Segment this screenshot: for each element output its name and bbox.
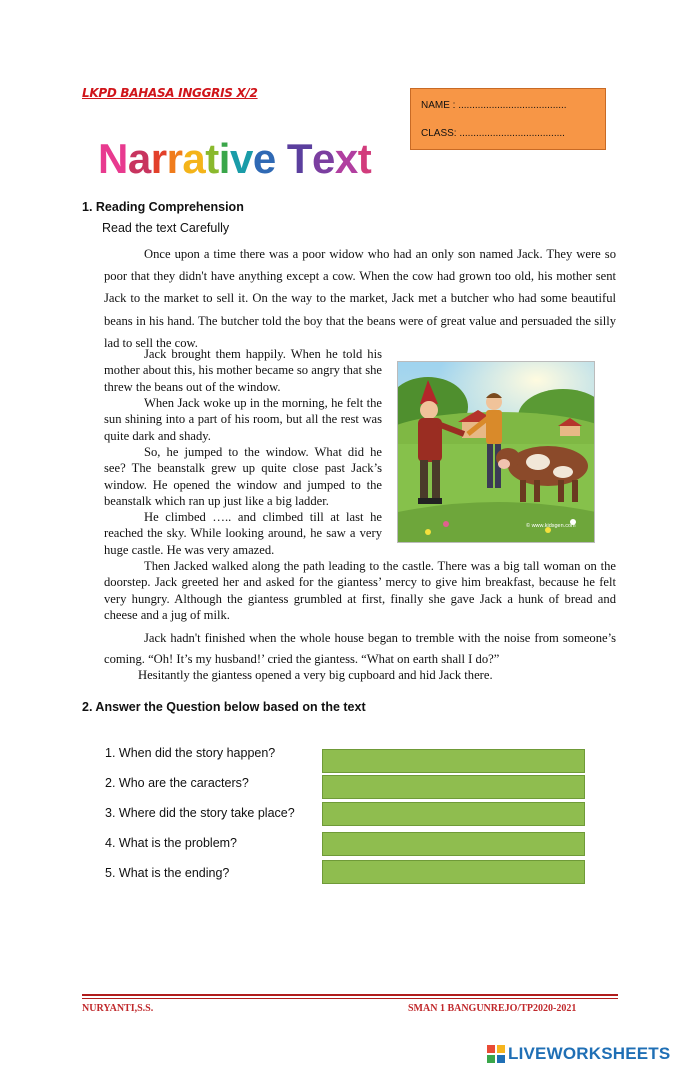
answer-field-1[interactable] bbox=[322, 749, 585, 773]
question-5: 5. What is the ending? bbox=[105, 866, 230, 880]
story-paragraph-2: Jack brought them happily. When he told his mother about this, his mother became so angry that she threw the beans out of the window. bbox=[104, 347, 382, 394]
question-2: 2. Who are the caracters? bbox=[105, 776, 249, 790]
page-title bbox=[98, 134, 371, 184]
question-3: 3. Where did the story take place? bbox=[105, 806, 295, 820]
title-letter: t bbox=[205, 135, 219, 182]
story-paragraph-4: So, he jumped to the window. What did he see? The beanstalk grew up quite close past Jack’s window. He opened the window and jumped to the beanstalk which ran up just like a big ladder. bbox=[104, 445, 382, 509]
story-illustration bbox=[397, 361, 595, 543]
title-letter: a bbox=[127, 135, 151, 182]
answer-field-5[interactable] bbox=[322, 860, 585, 884]
title-letter: x bbox=[334, 135, 358, 182]
liveworksheets-icon bbox=[486, 1044, 506, 1064]
question-1: 1. When did the story happen? bbox=[105, 746, 276, 760]
title-letter: i bbox=[218, 135, 230, 182]
title-letter: e bbox=[252, 135, 276, 182]
section1-heading: 1. Reading Comprehension bbox=[82, 200, 244, 214]
title-letter: v bbox=[229, 135, 253, 182]
title-letter: r bbox=[166, 135, 183, 182]
answer-field-2[interactable] bbox=[322, 775, 585, 799]
jack-and-butcher-image bbox=[398, 362, 595, 543]
liveworksheets-logo[interactable] bbox=[486, 1043, 670, 1065]
title-letter: e bbox=[312, 135, 335, 182]
title-letter: a bbox=[182, 135, 206, 182]
footer-author: NURYANTI,S.S. bbox=[82, 1003, 154, 1014]
image-caption: © www.kidsgen.com bbox=[526, 523, 576, 529]
title-letter: r bbox=[150, 135, 167, 182]
story-paragraph-3: When Jack woke up in the morning, he felt the sun shining into a part of his room, but all the rest was quite dark and shady. bbox=[104, 396, 382, 443]
title-letter: T bbox=[286, 135, 312, 182]
story-paragraph-1: Once upon a time there was a poor widow who had an only son named Jack. They were so poor that they didn't have anything except a cow. When the cow had grown too old, his mother sent Jack to the market to sell it. On the way to the market, Jack met a butcher who had some beautiful beans in his hand. The butcher told the boy that the beans were of great value and persuaded the silly lad to sell the cow. bbox=[104, 247, 616, 350]
name-class-box bbox=[410, 88, 606, 150]
worksheet-title: LKPD BAHASA INGGRIS X/2 bbox=[82, 86, 258, 100]
answer-field-4[interactable] bbox=[322, 832, 585, 856]
story-paragraph-6: Then Jacked walked along the path leading to the castle. There was a big tall woman on the doorstep. Jack greeted her and asked for the giantess’ mercy to give him breakfast, because he felt very hungry. Although the giantess grumbled at first, finally she gave Jack a hunk of bread and cheese and a jug of milk. bbox=[104, 559, 616, 623]
title-letter bbox=[276, 134, 287, 184]
read-instruction: Read the text Carefully bbox=[102, 221, 230, 235]
footer-school: SMAN 1 BANGUNREJO/TP2020-2021 bbox=[408, 1003, 577, 1014]
story-paragraph-8: Hesitantly the giantess opened a very big cupboard and hid Jack there. bbox=[138, 668, 493, 682]
title-letter: N bbox=[98, 135, 128, 182]
story-paragraph-5: He climbed ….. and climbed till at last he reached the sky. While looking around, he saw a very huge castle. He was very amazed. bbox=[104, 510, 382, 557]
footer-divider bbox=[82, 994, 618, 996]
story-paragraph-7: Jack hadn't finished when the whole house began to tremble with the noise from someone’s coming. “Oh! It’s my husband!’ cried the giantess. “What on earth shall I do?” bbox=[104, 631, 616, 666]
class-label: CLASS: ...................................... bbox=[421, 128, 565, 139]
title-letter: t bbox=[357, 135, 372, 182]
footer-divider-thin bbox=[82, 998, 618, 999]
section2-heading: 2. Answer the Question below based on the text bbox=[82, 700, 366, 714]
question-4: 4. What is the problem? bbox=[105, 836, 238, 850]
logo-text: LIVEWORKSHEETS bbox=[508, 1044, 671, 1063]
name-label: NAME : ....................................... bbox=[421, 100, 567, 111]
answer-field-3[interactable] bbox=[322, 802, 585, 826]
